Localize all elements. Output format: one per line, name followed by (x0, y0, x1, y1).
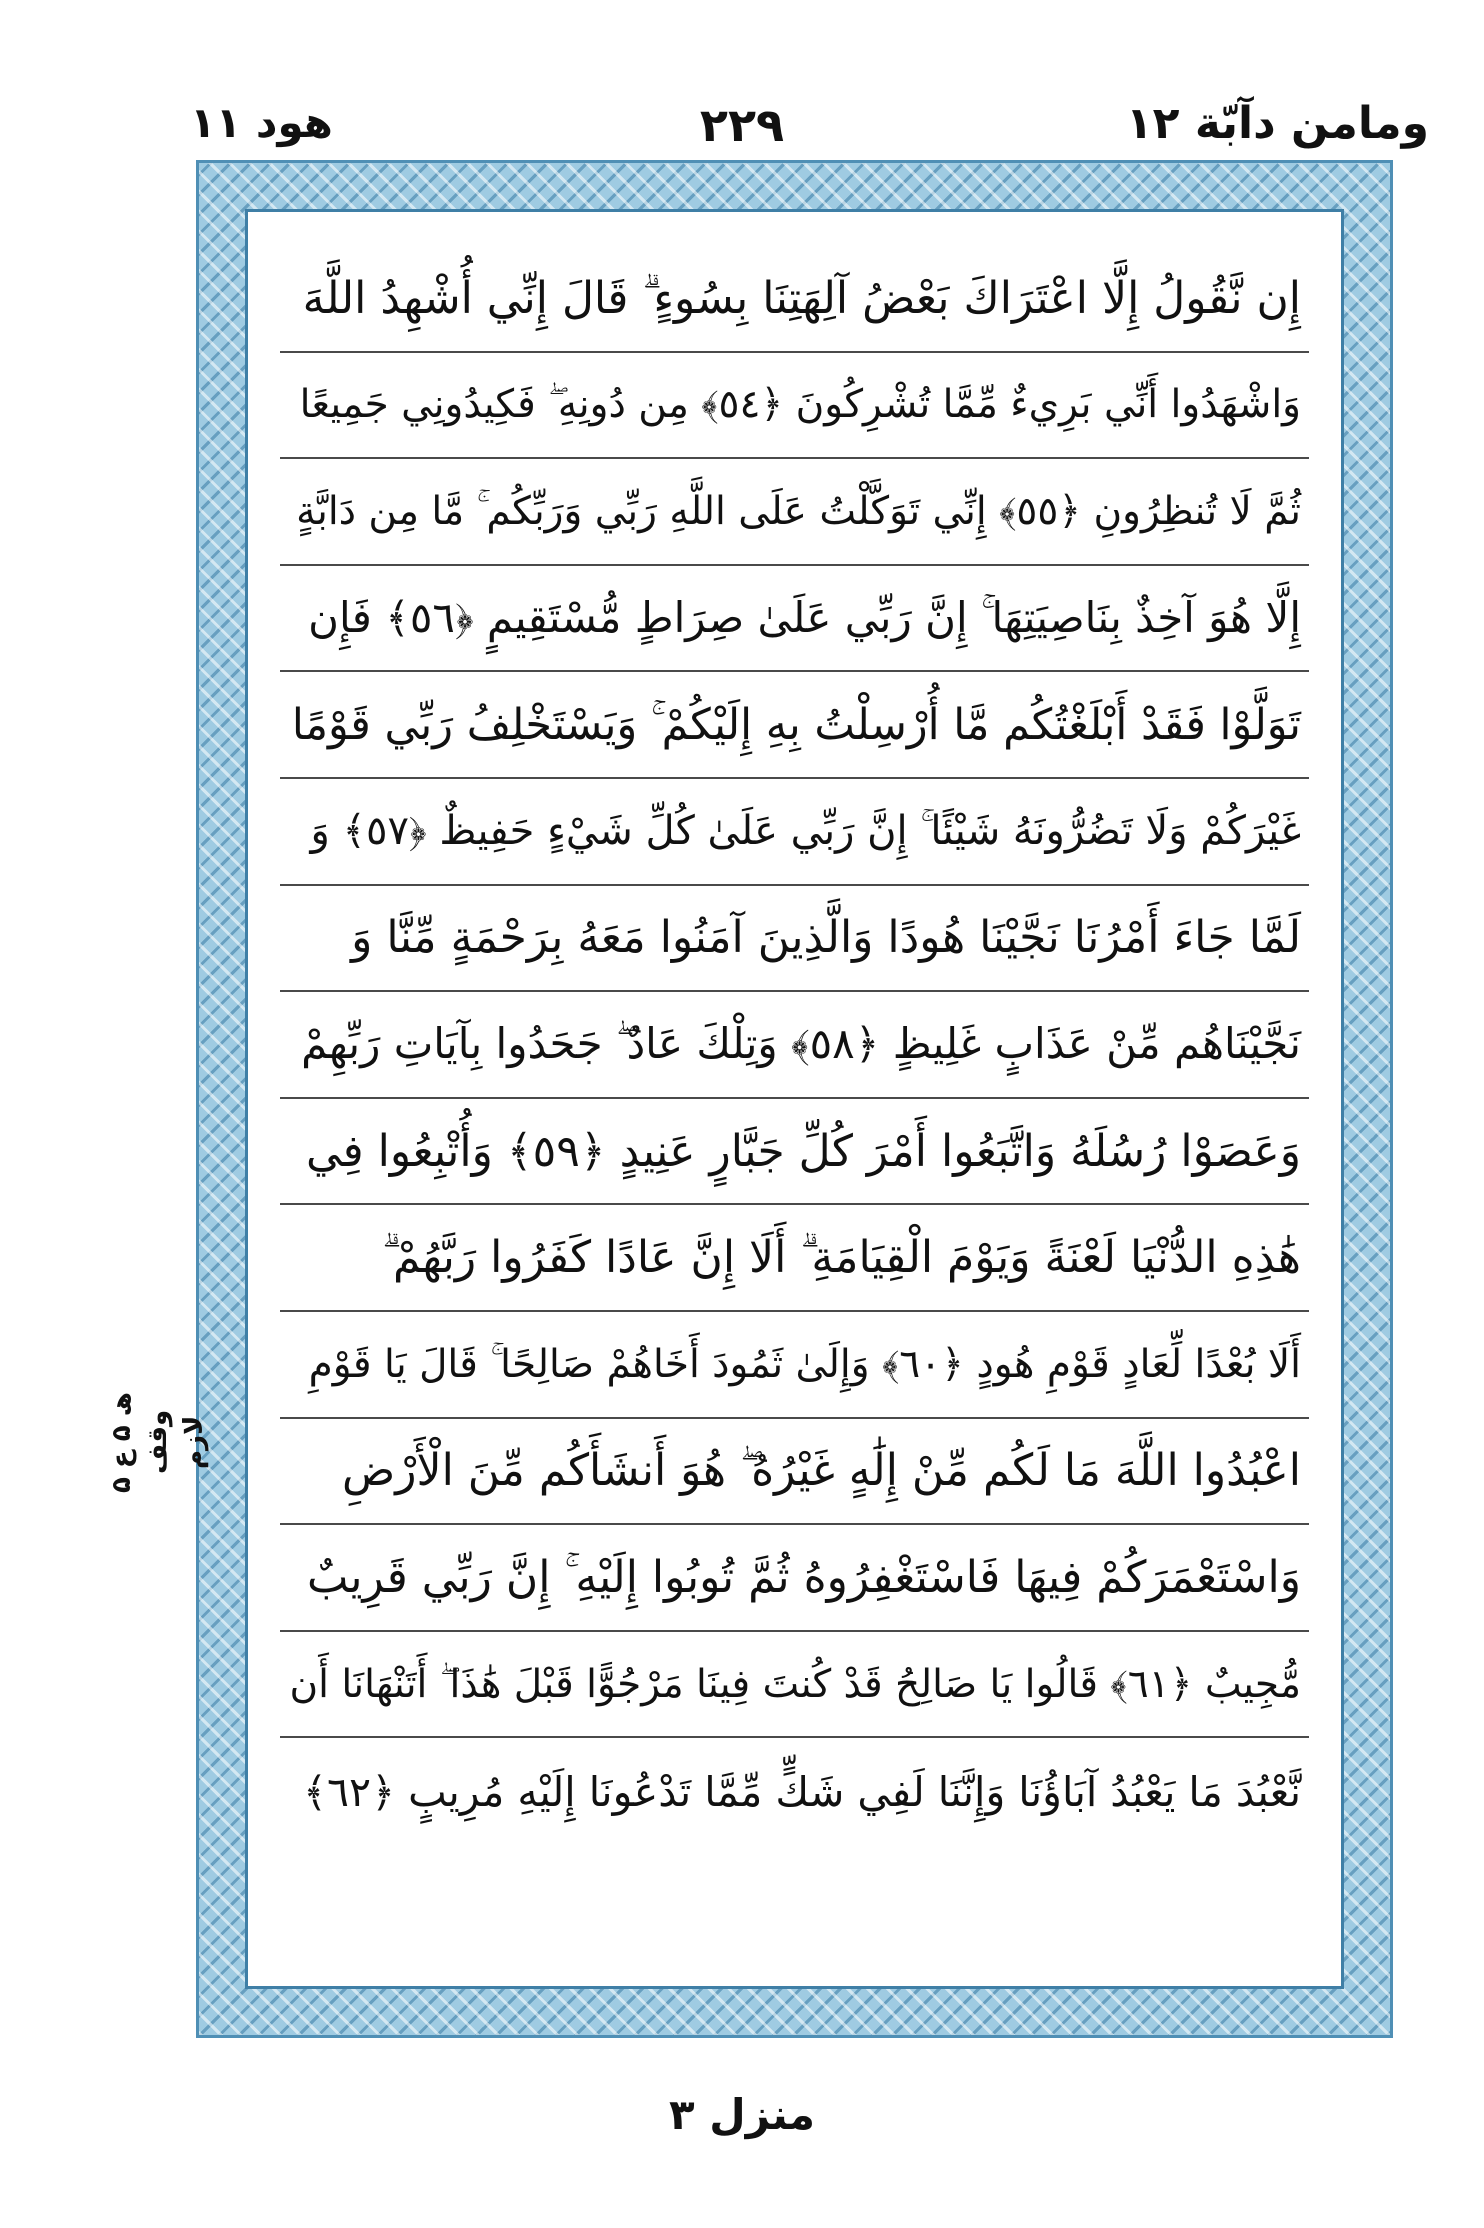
verse-line: ثُمَّ لَا تُنظِرُونِ ﴿٥٥﴾ إِنِّي تَوَكَّلْتُ عَلَى اللَّهِ رَبِّي وَرَبِّكُم ۚ مَّا مِن دَابَّةٍ (280, 459, 1309, 566)
verse-text-block (280, 246, 1309, 1952)
verse-line: نَّعْبُدَ مَا يَعْبُدُ آبَاؤُنَا وَإِنَّنَا لَفِي شَكٍّ مِّمَّا تَدْعُونَا إِلَيْهِ مُرِيبٍ ﴿٦٢﴾ (303, 1767, 1301, 1816)
verse-line: هَٰذِهِ الدُّنْيَا لَعْنَةً وَيَوْمَ الْقِيَامَةِ ۗ أَلَا إِنَّ عَادًا كَفَرُوا رَبَّهُمْ ۗ (280, 1205, 1309, 1312)
verse-line: لَمَّا جَاءَ أَمْرُنَا نَجَّيْنَا هُودًا وَالَّذِينَ آمَنُوا مَعَهُ بِرَحْمَةٍ مِّنَّا وَ (280, 886, 1309, 993)
verse-line: اعْبُدُوا اللَّهَ مَا لَكُم مِّنْ إِلَٰهٍ غَيْرُهُ ۖ هُوَ أَنشَأَكُم مِّنَ الْأَرْضِ (280, 1419, 1309, 1526)
page-number: ٢٢٩ (699, 98, 785, 152)
verse-line: نَجَّيْنَاهُم مِّنْ عَذَابٍ غَلِيظٍ ﴿٥٨﴾ وَتِلْكَ عَادٌ ۖ جَحَدُوا بِآيَاتِ رَبِّهِمْ (280, 992, 1309, 1099)
margin-note: ھ ۵ ع ۵ وقف لازم (107, 1391, 209, 1493)
verse-line: تَوَلَّوْا فَقَدْ أَبْلَغْتُكُم مَّا أُرْسِلْتُ بِهِ إِلَيْكُمْ ۚ وَيَسْتَخْلِفُ رَبِّي قَوْمًا (280, 672, 1309, 779)
manzil-label: منزل ۳ (669, 2090, 815, 2139)
juz-label: ومامن دآبّة ١٢ (1125, 98, 1429, 149)
verse-line: وَعَصَوْا رُسُلَهُ وَاتَّبَعُوا أَمْرَ كُلِّ جَبَّارٍ عَنِيدٍ ﴿٥٩﴾ وَأُتْبِعُوا فِي (280, 1099, 1309, 1206)
verse-line: وَاشْهَدُوا أَنِّي بَرِيءٌ مِّمَّا تُشْرِكُونَ ﴿٥٤﴾ مِن دُونِهِ ۖ فَكِيدُونِي جَمِيعًا (280, 353, 1309, 460)
verse-line: إِلَّا هُوَ آخِذٌ بِنَاصِيَتِهَا ۚ إِنَّ رَبِّي عَلَىٰ صِرَاطٍ مُّسْتَقِيمٍ ﴿٥٦﴾ فَإِن (280, 566, 1309, 673)
verse-line: غَيْرَكُمْ وَلَا تَضُرُّونَهُ شَيْئًا ۚ إِنَّ رَبِّي عَلَىٰ كُلِّ شَيْءٍ حَفِيظٌ ﴿٥٧﴾ وَ (280, 779, 1309, 886)
verse-line: مُّجِيبٌ ﴿٦١﴾ قَالُوا يَا صَالِحُ قَدْ كُنتَ فِينَا مَرْجُوًّا قَبْلَ هَٰذَا ۖ أَتَنْهَانَا أَن (280, 1632, 1309, 1739)
verse-line: وَاسْتَعْمَرَكُمْ فِيهَا فَاسْتَغْفِرُوهُ ثُمَّ تُوبُوا إِلَيْهِ ۚ إِنَّ رَبِّي قَرِيبٌ (280, 1525, 1309, 1632)
verse-line: أَلَا بُعْدًا لِّعَادٍ قَوْمِ هُودٍ ﴿٦٠﴾ وَإِلَىٰ ثَمُودَ أَخَاهُمْ صَالِحًا ۚ قَالَ يَا قَوْمِ (280, 1312, 1309, 1419)
verse-line: إِن نَّقُولُ إِلَّا اعْتَرَاكَ بَعْضُ آلِهَتِنَا بِسُوءٍ ۗ قَالَ إِنِّي أُشْهِدُ اللَّهَ (280, 246, 1309, 353)
surah-label: ھود ١١ (190, 98, 333, 147)
